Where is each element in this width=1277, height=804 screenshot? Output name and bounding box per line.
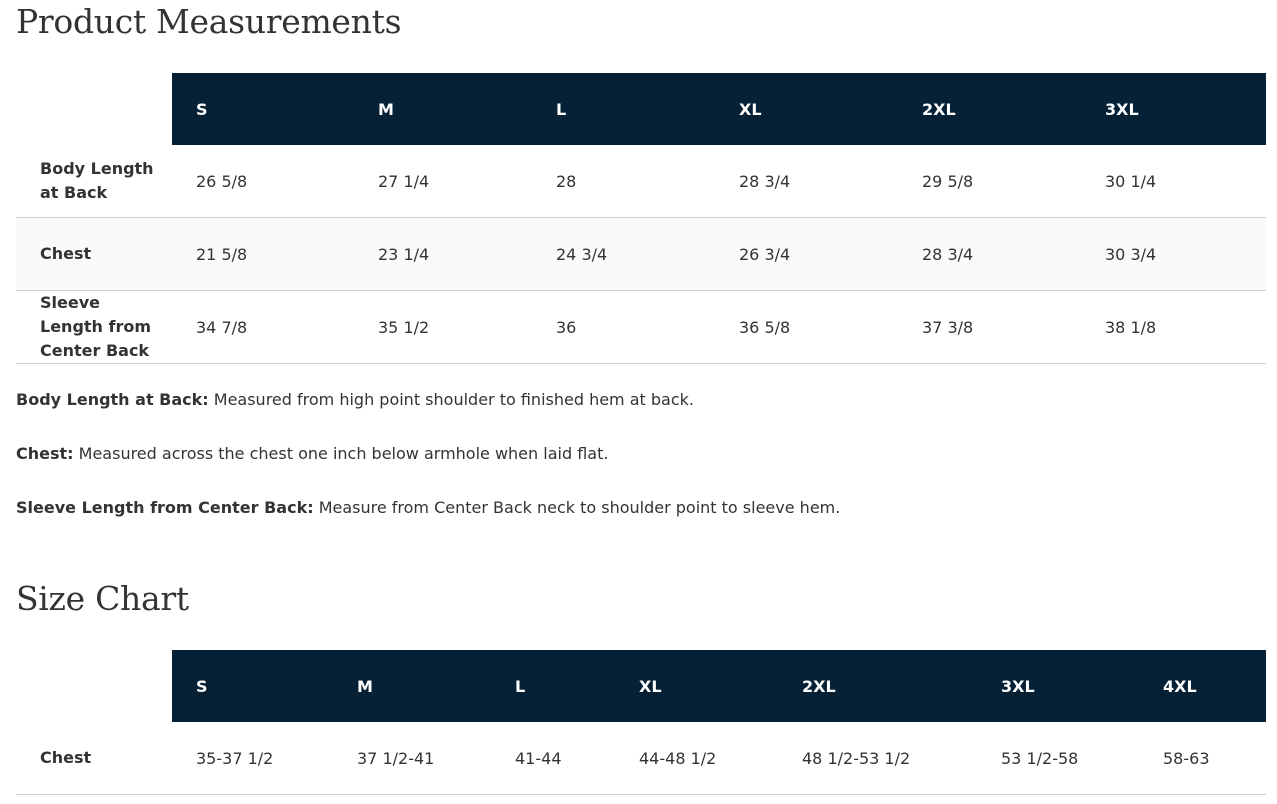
table-cell: 38 1/8 xyxy=(1081,291,1266,364)
table-cell: 21 5/8 xyxy=(172,218,354,291)
table-cell: 28 3/4 xyxy=(715,145,898,218)
table-cell: 35-37 1/2 xyxy=(172,722,333,795)
size-header-3xl: 3XL xyxy=(977,650,1139,722)
table-cell: 34 7/8 xyxy=(172,291,354,364)
table-cell: 26 5/8 xyxy=(172,145,354,218)
row-label-body-length: Body Length at Back xyxy=(16,145,172,218)
table-cell: 36 5/8 xyxy=(715,291,898,364)
table-row-body-length xyxy=(16,145,1266,218)
size-header-2xl: 2XL xyxy=(898,73,1081,145)
note-text: Measured from high point shoulder to finished hem at back. xyxy=(208,390,694,409)
size-chart-table xyxy=(16,650,1266,795)
product-measurements-title: Product Measurements xyxy=(16,2,402,41)
table-cell: 37 3/8 xyxy=(898,291,1081,364)
table-cell: 41-44 xyxy=(491,722,615,795)
table-cell: 29 5/8 xyxy=(898,145,1081,218)
table-cell: 58-63 xyxy=(1139,722,1266,795)
note-text: Measured across the chest one inch below armhole when laid flat. xyxy=(73,444,609,463)
size-chart-header-row xyxy=(16,650,1266,722)
note-text: Measure from Center Back neck to shoulder point to sleeve hem. xyxy=(313,498,841,517)
table-cell: 28 xyxy=(532,145,715,218)
measurements-table xyxy=(16,73,1266,364)
size-header-2xl: 2XL xyxy=(778,650,977,722)
size-header-xl: XL xyxy=(715,73,898,145)
table-cell: 26 3/4 xyxy=(715,218,898,291)
table-cell: 48 1/2-53 1/2 xyxy=(778,722,977,795)
row-label-chest: Chest xyxy=(16,218,172,291)
table-cell: 23 1/4 xyxy=(354,218,532,291)
table-row-sleeve-length xyxy=(16,291,1266,364)
table-cell: 44-48 1/2 xyxy=(615,722,778,795)
size-header-4xl: 4XL xyxy=(1139,650,1266,722)
size-header-m: M xyxy=(354,73,532,145)
note-sleeve-length xyxy=(16,496,1266,520)
table-cell: 27 1/4 xyxy=(354,145,532,218)
table-cell: 28 3/4 xyxy=(898,218,1081,291)
size-header-3xl: 3XL xyxy=(1081,73,1266,145)
table-cell: 30 3/4 xyxy=(1081,218,1266,291)
size-header-m: M xyxy=(333,650,491,722)
measurements-header-row xyxy=(16,73,1266,145)
size-header-xl: XL xyxy=(615,650,778,722)
note-body-length xyxy=(16,388,1266,412)
table-cell: 35 1/2 xyxy=(354,291,532,364)
note-term: Body Length at Back: xyxy=(16,390,209,409)
table-corner xyxy=(16,650,172,722)
size-chart-title: Size Chart xyxy=(16,579,189,618)
table-corner xyxy=(16,73,172,145)
table-cell: 36 xyxy=(532,291,715,364)
size-header-l: L xyxy=(491,650,615,722)
note-term: Sleeve Length from Center Back: xyxy=(16,498,314,517)
measurement-notes xyxy=(16,388,1266,520)
size-header-s: S xyxy=(172,73,354,145)
table-row-chest xyxy=(16,722,1266,795)
table-cell: 24 3/4 xyxy=(532,218,715,291)
note-chest xyxy=(16,442,1266,466)
size-header-s: S xyxy=(172,650,333,722)
table-cell: 53 1/2-58 xyxy=(977,722,1139,795)
row-label-sleeve-length: Sleeve Length from Center Back xyxy=(16,291,172,364)
row-label-chest: Chest xyxy=(16,722,172,795)
table-cell: 30 1/4 xyxy=(1081,145,1266,218)
note-term: Chest: xyxy=(16,444,74,463)
table-cell: 37 1/2-41 xyxy=(333,722,491,795)
size-header-l: L xyxy=(532,73,715,145)
table-row-chest xyxy=(16,218,1266,291)
